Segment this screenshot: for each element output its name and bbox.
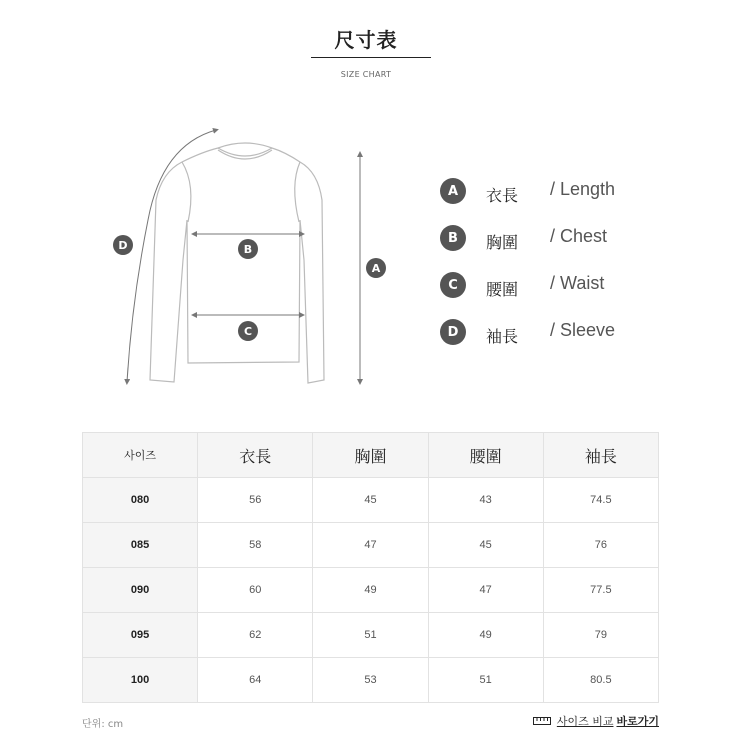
legend-label-en: / Waist xyxy=(550,273,605,293)
diagram-badge-b xyxy=(238,239,258,259)
table-row xyxy=(83,658,659,703)
header-length: 衣長 xyxy=(198,433,313,478)
legend-badge: B xyxy=(440,225,466,251)
length-cell: 58 xyxy=(198,523,313,568)
legend-label-en: / Sleeve xyxy=(550,320,616,340)
header-waist: 腰圍 xyxy=(428,433,543,478)
legend-label-en: / Length xyxy=(550,179,616,199)
chest-cell: 53 xyxy=(313,658,428,703)
compare-label[interactable]: 사이즈 비교 xyxy=(556,715,614,728)
chest-cell: 47 xyxy=(313,523,428,568)
waist-cell: 43 xyxy=(428,478,543,523)
legend-label-kr: 胸圍 xyxy=(486,233,519,252)
size-compare-link[interactable] xyxy=(533,713,659,729)
unit-note: 단위: cm xyxy=(82,719,124,730)
length-cell: 56 xyxy=(198,478,313,523)
size-cell: 080 xyxy=(83,478,198,523)
legend-badge: C xyxy=(440,272,466,298)
legend-item-length xyxy=(440,175,700,205)
legend-label-kr: 衣長 xyxy=(486,186,519,205)
size-cell: 095 xyxy=(83,613,198,658)
legend-label-en: / Chest xyxy=(550,226,608,246)
title-divider xyxy=(311,57,431,58)
size-cell: 085 xyxy=(83,523,198,568)
waist-cell: 49 xyxy=(428,613,543,658)
chest-cell: 49 xyxy=(313,568,428,613)
length-cell: 60 xyxy=(198,568,313,613)
sleeve-cell: 77.5 xyxy=(543,568,658,613)
legend-item-waist xyxy=(440,269,700,299)
legend-item-chest xyxy=(440,222,700,252)
sleeve-cell: 79 xyxy=(543,613,658,658)
header-sleeve: 袖長 xyxy=(543,433,658,478)
legend-label-kr: 腰圍 xyxy=(486,280,519,299)
legend-badge: A xyxy=(440,178,466,204)
sleeve-cell: 76 xyxy=(543,523,658,568)
table-row xyxy=(83,613,659,658)
legend-label-kr: 袖長 xyxy=(486,327,519,346)
shirt-outline xyxy=(150,143,324,383)
length-cell: 64 xyxy=(198,658,313,703)
table-row xyxy=(83,478,659,523)
page-subtitle: SIZE CHART xyxy=(340,70,392,79)
diagram-badge-c xyxy=(238,321,258,341)
waist-cell: 47 xyxy=(428,568,543,613)
waist-cell: 51 xyxy=(428,658,543,703)
compare-go-label[interactable]: 바로가기 xyxy=(616,715,659,728)
table-header-row xyxy=(83,433,659,478)
size-cell: 100 xyxy=(83,658,198,703)
svg-text:A: A xyxy=(371,262,381,275)
waist-cell: 45 xyxy=(428,523,543,568)
length-cell: 62 xyxy=(198,613,313,658)
header-size: 사이즈 xyxy=(83,433,198,478)
chest-cell: 45 xyxy=(313,478,428,523)
ruler-icon xyxy=(533,716,551,726)
legend-badge: D xyxy=(440,319,466,345)
size-table xyxy=(82,432,659,703)
sleeve-cell: 80.5 xyxy=(543,658,658,703)
page-title: 尺寸表 xyxy=(334,28,398,52)
table-row xyxy=(83,523,659,568)
header-chest: 胸圍 xyxy=(313,433,428,478)
sleeve-cell: 74.5 xyxy=(543,478,658,523)
diagram-badge-a xyxy=(366,258,386,278)
size-cell: 090 xyxy=(83,568,198,613)
diagram-badge-d xyxy=(113,235,133,255)
sleeve-measure-line xyxy=(127,130,216,382)
legend-item-sleeve xyxy=(440,316,700,346)
svg-text:B: B xyxy=(243,243,253,256)
garment-diagram xyxy=(110,120,410,400)
svg-text:C: C xyxy=(243,325,253,338)
svg-text:D: D xyxy=(118,239,128,252)
table-row xyxy=(83,568,659,613)
chest-cell: 51 xyxy=(313,613,428,658)
